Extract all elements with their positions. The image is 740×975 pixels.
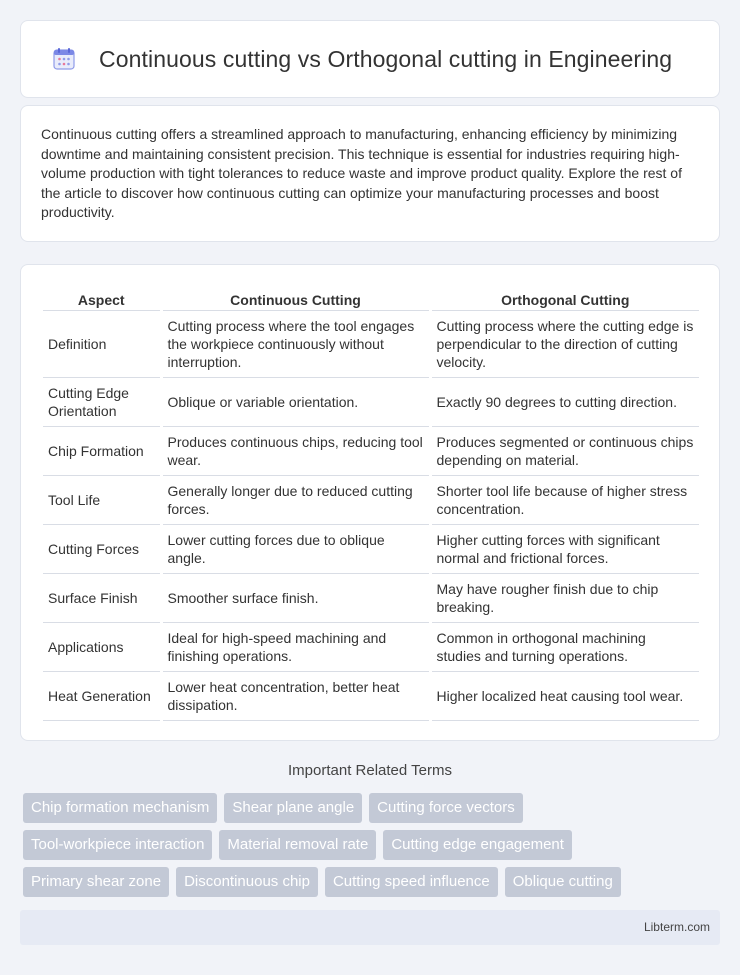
related-term-tag[interactable]: Chip formation mechanism [23, 793, 217, 823]
orthogonal-cell: Shorter tool life because of higher stress concentration. [430, 475, 699, 524]
orthogonal-cell: Cutting process where the cutting edge is perpendicular to the direction of cutting velocity. [430, 310, 699, 377]
table-row [43, 475, 699, 524]
continuous-cell: Cutting process where the tool engages the workpiece continuously without interruption. [161, 310, 430, 377]
related-terms-title: Important Related Terms [288, 762, 452, 779]
related-term-tag[interactable]: Cutting edge engagement [383, 830, 572, 860]
footer [20, 910, 720, 945]
table-header-row [43, 285, 699, 310]
comparison-card [20, 264, 720, 741]
site-link[interactable]: Libterm.com [643, 920, 710, 934]
table-row [43, 671, 699, 720]
related-term-tag[interactable]: Discontinuous chip [176, 867, 318, 897]
intro-card [20, 105, 720, 242]
tag-row [23, 867, 723, 897]
header-continuous: Continuous Cutting [161, 285, 430, 310]
related-term-tag[interactable]: Shear plane angle [224, 793, 362, 823]
related-term-tag[interactable]: Oblique cutting [505, 867, 621, 897]
aspect-cell: Tool Life [43, 475, 161, 524]
aspect-cell: Cutting Edge Orientation [43, 377, 161, 426]
intro-paragraph: Continuous cutting offers a streamlined approach to manufacturing, enhancing efficiency by minimizing downtime and maintaining consistent precision. This technique is essential for industries requiring high-volume production with tight tolerances to reduce waste and improve product quality. Explore the rest of the article to discover how continuous cutting can optimize your manufacturing processes and boost productivity. [41, 126, 682, 220]
continuous-cell: Produces continuous chips, reducing tool wear. [161, 426, 430, 475]
continuous-cell: Lower cutting forces due to oblique angle. [161, 524, 430, 573]
header-aspect: Aspect [43, 285, 161, 310]
continuous-cell: Generally longer due to reduced cutting forces. [161, 475, 430, 524]
tag-row [23, 793, 723, 823]
related-term-tag[interactable]: Cutting speed influence [325, 867, 498, 897]
aspect-cell: Definition [43, 310, 161, 377]
orthogonal-cell: May have rougher finish due to chip breaking. [430, 573, 699, 622]
related-terms-list [23, 793, 723, 904]
aspect-cell: Applications [43, 622, 161, 671]
continuous-cell: Smoother surface finish. [161, 573, 430, 622]
orthogonal-cell: Higher cutting forces with significant normal and frictional forces. [430, 524, 699, 573]
continuous-cell: Lower heat concentration, better heat dissipation. [161, 671, 430, 720]
orthogonal-cell: Exactly 90 degrees to cutting direction. [430, 377, 699, 426]
related-term-tag[interactable]: Tool-workpiece interaction [23, 830, 212, 860]
page-title: Continuous cutting vs Orthogonal cutting in Engineering [99, 45, 673, 72]
aspect-cell: Chip Formation [43, 426, 161, 475]
related-term-tag[interactable]: Material removal rate [219, 830, 376, 860]
aspect-cell: Surface Finish [43, 573, 161, 622]
continuous-cell: Oblique or variable orientation. [161, 377, 430, 426]
header-orthogonal: Orthogonal Cutting [430, 285, 699, 310]
table-row [43, 310, 699, 377]
aspect-cell: Cutting Forces [43, 524, 161, 573]
continuous-cell: Ideal for high-speed machining and finishing operations. [161, 622, 430, 671]
orthogonal-cell: Higher localized heat causing tool wear. [430, 671, 699, 720]
table-row [43, 524, 699, 573]
table-row [43, 377, 699, 426]
orthogonal-cell: Produces segmented or continuous chips depending on material. [430, 426, 699, 475]
related-term-tag[interactable]: Primary shear zone [23, 867, 169, 897]
table-row [43, 426, 699, 475]
table-row [43, 622, 699, 671]
calendar-icon [51, 46, 77, 72]
comparison-table [43, 285, 699, 721]
title-card [20, 20, 720, 98]
table-row [43, 573, 699, 622]
aspect-cell: Heat Generation [43, 671, 161, 720]
orthogonal-cell: Common in orthogonal machining studies and turning operations. [430, 622, 699, 671]
tag-row [23, 830, 723, 860]
related-term-tag[interactable]: Cutting force vectors [369, 793, 523, 823]
